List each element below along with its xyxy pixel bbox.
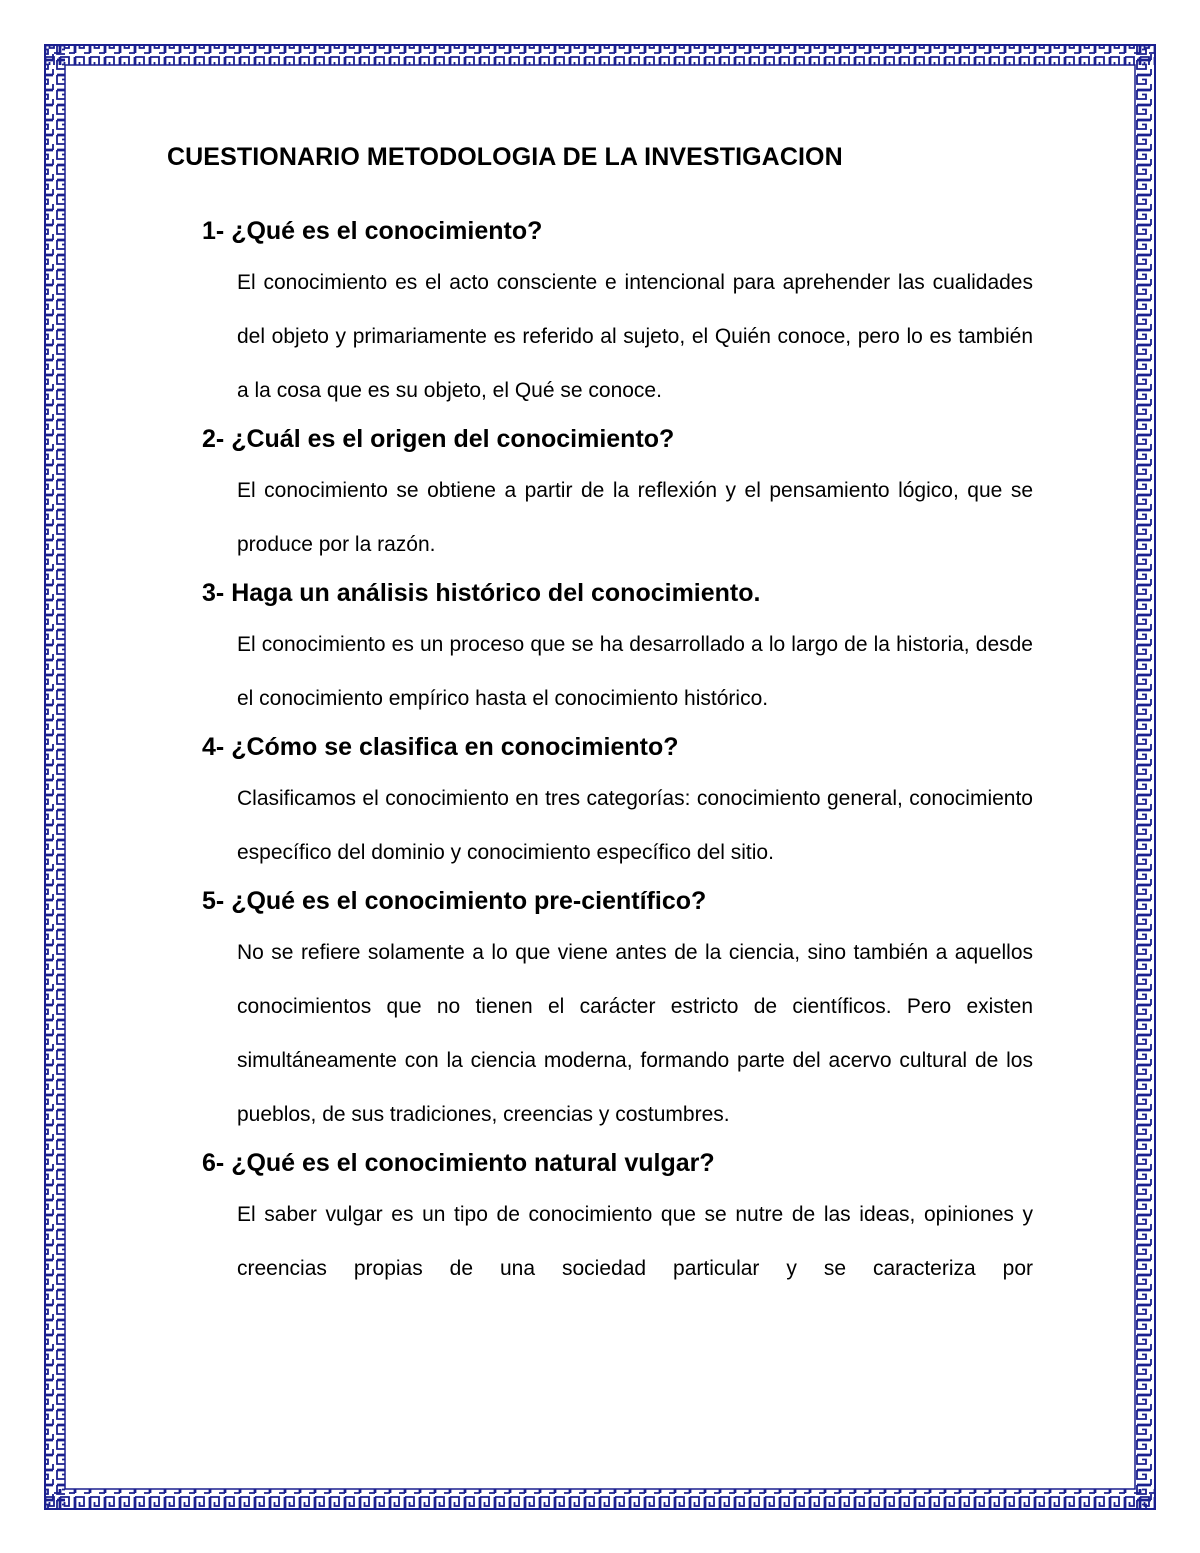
question-number: 2- (202, 425, 225, 453)
question-text: ¿Cómo se clasifica en conocimiento? (231, 733, 679, 761)
question-heading (202, 730, 1033, 764)
question-text: ¿Qué es el conocimiento pre-científico? (231, 887, 707, 915)
answer-text: Clasificamos el conocimiento en tres categorías: conocimiento general, conocimiento específico del dominio y conocimiento específico del sitio. (237, 787, 1033, 864)
question-block-4 (202, 730, 1033, 880)
question-heading (202, 1146, 1033, 1180)
document-body (167, 140, 1033, 1300)
question-heading (202, 576, 1033, 610)
question-number: 1- (202, 217, 225, 245)
answer-text: El saber vulgar es un tipo de conocimiento que se nutre de las ideas, opiniones y creencias propias de una sociedad particular y se caracteriza por (237, 1203, 1033, 1280)
question-text: ¿Cuál es el origen del conocimiento? (231, 425, 675, 453)
question-block-1 (202, 214, 1033, 418)
question-number: 5- (202, 887, 225, 915)
document-title: CUESTIONARIO METODOLOGIA DE LA INVESTIGACION (167, 143, 843, 171)
answer-text: No se refiere solamente a lo que viene antes de la ciencia, sino también a aquellos conocimientos que no tienen el carácter estricto de científicos. Pero existen simultáneamente con la ciencia moderna, formando parte del acervo cultural de los pueblos, de sus tradiciones, creencias y costumbres. (237, 941, 1033, 1126)
question-text: ¿Qué es el conocimiento natural vulgar? (231, 1149, 715, 1177)
question-block-5 (202, 884, 1033, 1142)
question-heading (202, 884, 1033, 918)
question-heading (202, 422, 1033, 456)
question-number: 6- (202, 1149, 225, 1177)
answer-text: El conocimiento es el acto consciente e intencional para aprehender las cualidades del objeto y primariamente es referido al sujeto, el Quién conoce, pero lo es también a la cosa que es su objeto, el Qué se conoce. (237, 271, 1033, 402)
question-text: Haga un análisis histórico del conocimiento. (231, 579, 761, 607)
question-block-2 (202, 422, 1033, 572)
answer-text: El conocimiento se obtiene a partir de la reflexión y el pensamiento lógico, que se produce por la razón. (237, 479, 1033, 556)
question-heading (202, 214, 1033, 248)
question-number: 4- (202, 733, 225, 761)
question-number: 3- (202, 579, 225, 607)
question-block-6 (202, 1146, 1033, 1296)
question-block-3 (202, 576, 1033, 726)
answer-text: El conocimiento es un proceso que se ha desarrollado a lo largo de la historia, desde el conocimiento empírico hasta el conocimiento histórico. (237, 633, 1033, 710)
question-text: ¿Qué es el conocimiento? (231, 217, 543, 245)
